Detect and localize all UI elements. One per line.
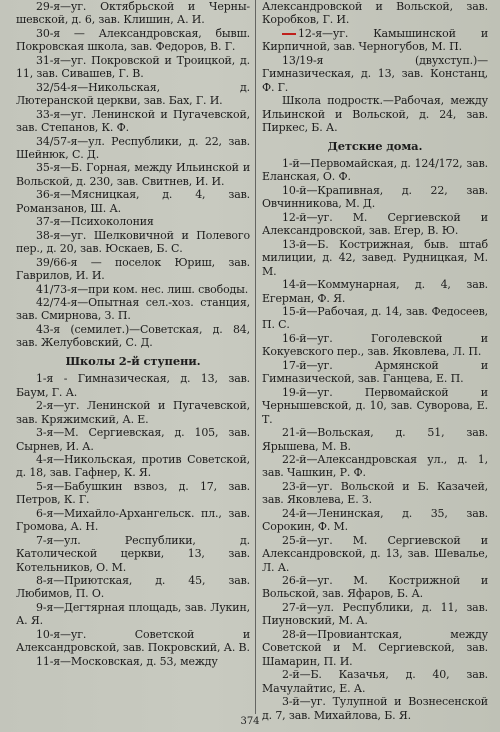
directory-entry [16,215,250,228]
entry-text: 8-я—Приютская, д. 45, зав. Любимов, П. О. [16,574,250,601]
directory-entry [262,54,488,94]
directory-entry [16,283,250,296]
entry-text: 7-я—ул. Республики, д. Католической церкви, 13, зав. Котельников, О. М. [16,533,250,574]
directory-entry [16,229,250,256]
entry-text: 9-я—Дегтярная площадь, зав. Лукин, А. Я. [16,600,250,628]
directory-entry [262,534,488,574]
entry-text: 39/66-я — поселок Юриш, зав. Гаврилов, И. И. [16,255,250,283]
directory-entry [262,238,488,278]
directory-entry [16,601,250,628]
entry-text: Школа подростк.—Рабочая, между Ильинской и Вольской, д. 24, зав. Пиркес, Б. А. [262,94,488,135]
directory-entry [262,507,488,534]
entry-text: 21-й—Вольская, д. 51, зав. Ярышева, М. В. [262,426,488,453]
entry-text: 30-я — Александровская, бывш. Покровская школа, зав. Федоров, В. Г. [16,26,250,54]
entry-text: 35-я—Б. Горная, между Ильинской и Вольской, д. 230, зав. Свитнев, И. И. [16,161,250,188]
entry-text: 36-я—Мясницкая, д. 4, зав. Романзанов, Ш. А. [16,188,250,215]
entry-text: 25-й—уг. М. Сергиевской и Александровской, д. 13, зав. Шевалье, Л. А. [262,533,488,574]
entry-text: 13-й—Б. Кострижная, быв. штаб милиции, д. 42, завед. Рудницкая, М. М. [262,237,488,278]
entry-text: 15-й—Рабочая, д. 14, зав. Федосеев, П. С. [262,304,488,332]
entry-text: 4-я—Никольская, против Советской, д. 18, зав. Гафнер, К. Я. [16,452,250,480]
directory-entry [262,184,488,211]
directory-entry [16,399,250,426]
directory-entry [262,628,488,668]
page-number: 374 [240,716,260,727]
directory-entry [262,426,488,453]
directory-entry [16,323,250,350]
entry-text: Александровской и Вольской, зав. Коробков, Г. И. [262,0,488,27]
entry-text: 1-я - Гимназическая, д. 13, зав. Баум, Г. А. [16,372,250,399]
directory-entry [262,27,488,54]
directory-entry [262,668,488,695]
directory-entry [16,54,250,81]
entry-text: 12-я—уг. Камышинской и Кирпичной, зав. Черногубов, М. П. [262,26,488,54]
entry-text: 17-й—уг. Армянской и Гимназической, зав. Ганцева, Е. П. [262,358,488,386]
directory-entry [262,332,488,359]
directory-entry [262,359,488,386]
directory-entry [262,157,488,184]
directory-entry [262,601,488,628]
directory-entry [16,480,250,507]
directory-entry [16,108,250,135]
directory-entry [16,628,250,655]
directory-entry [262,94,488,134]
entry-text: 6-я—Михайло-Архангельск. пл., зав. Громова, А. Н. [16,506,250,534]
entry-text: 24-й—Ленинская, д. 35, зав. Сорокин, Ф. М. [262,506,488,534]
entry-text: 2-й—Б. Казачья, д. 40, зав. Мачулайтис, Е. А. [262,668,488,695]
directory-entry [262,453,488,480]
directory-entry [262,0,488,27]
directory-entry [16,0,250,27]
entry-text: 10-я—уг. Советской и Александровской, зав. Покровский, А. В. [16,627,250,655]
entry-text: 28-й—Провиантская, между Советской и М. Сергиевской, зав. Шамарин, П. И. [262,627,488,668]
directory-entry [16,135,250,162]
entry-text: 43-я (семилет.)—Советская, д. 84, зав. Желубовский, С. Д. [16,322,250,350]
directory-entry [16,372,250,399]
right-column [262,0,488,722]
entry-text: 16-й—уг. Гоголевской и Кокуевского пер., зав. Яковлева, Л. П. [262,331,488,359]
left-section-entries [16,372,250,668]
directory-entry [262,211,488,238]
section-heading-secondary-schools: Школы 2-й ступени. [65,353,201,368]
entry-text: 37-я—Психоколония [36,215,154,229]
directory-entry [16,188,250,215]
directory-entry [16,534,250,574]
directory-entry [262,305,488,332]
left-column [16,0,250,668]
red-underline-mark [282,33,296,35]
entry-text: 19-й—уг. Первомайской и Чернышевской, д. 10, зав. Суворова, Е. Т. [262,385,488,426]
entry-text: 32/54-я—Никольская, д. Лютеранской церкви, зав. Бах, Г. И. [16,80,250,108]
entry-text: 33-я—уг. Ленинской и Пугачевской, зав. Степанов, К. Ф. [16,107,250,135]
directory-entry [262,480,488,507]
entry-text: 2-я—уг. Ленинской и Пугачевской, зав. Кряжимский, А. Е. [16,399,250,426]
directory-entry [16,296,250,323]
directory-entry [16,574,250,601]
directory-entry [16,161,250,188]
entry-text: 29-я—уг. Октябрьской и Черны-шевской, д. 6, зав. Клишин, А. И. [16,0,250,27]
entry-text: 3-й—уг. Тулупной и Вознесенской д. 7, зав. Михайлова, Б. Я. [262,695,488,722]
entry-text: 31-я—уг. Покровской и Троицкой, д. 11, зав. Сивашев, Г. В. [16,53,250,81]
directory-entry [16,453,250,480]
left-top-entries [16,0,250,350]
entry-text: 10-й—Крапивная, д. 22, зав. Овчинникова, М. Д. [262,183,488,211]
directory-entry [16,655,250,668]
entry-text: 22-й—Александровская ул., д. 1, зав. Чашкин, Р. Ф. [262,452,488,480]
entry-text: 23-й—уг. Вольской и Б. Казачей, зав. Яковлева, Е. З. [262,479,488,507]
entry-text: 34/57-я—ул. Республики, д. 22, зав. Шейнюк, С. Д. [16,134,250,161]
section-heading-childrens-homes: Детские дома. [327,138,423,153]
entry-text: 26-й—уг. М. Кострижной и Вольской, зав. Яфаров, Б. А. [262,574,488,601]
entry-text: 12-й—уг. М. Сергиевской и Александровской, зав. Егер, В. Ю. [262,210,488,238]
entry-text: 1-й—Первомайская, д. 124/172, зав. Еланская, О. Ф. [262,156,488,184]
directory-entry [16,426,250,453]
entry-text: 14-й—Коммунарная, д. 4, зав. Егерман, Ф. Я. [262,278,488,305]
directory-entry [262,386,488,426]
entry-text: 5-я—Бабушкин взвоз, д. 17, зав. Петров, К. Г. [16,479,250,507]
right-top-entries [262,0,488,135]
directory-entry [16,81,250,108]
entry-text: 41/73-я—при ком. нес. лиш. свободы. [36,282,249,296]
column-divider [255,0,256,714]
directory-entry [262,574,488,601]
entry-text: 3-я—М. Сергиевская, д. 105, зав. Сырнев, И. А. [16,426,250,453]
entry-text: 11-я—Московская, д. 53, между [36,654,218,668]
entry-text: 42/74-я—Опытная сел.-хоз. станция, зав. Смирнова, З. П. [16,295,250,323]
directory-entry [262,278,488,305]
directory-entry [16,256,250,283]
entry-text: 27-й—ул. Республики, д. 11, зав. Пиуновский, М. А. [262,600,488,628]
right-section-entries [262,157,488,722]
entry-text: 38-я—уг. Шелковичной и Полевого пер., д. 20, зав. Юскаев, Б. С. [16,228,250,256]
directory-entry [16,27,250,54]
directory-entry [16,507,250,534]
entry-text: 13/19-я (двухступ.)—Гимназическая, д. 13, зав. Констанц, Ф. Г. [262,53,488,94]
